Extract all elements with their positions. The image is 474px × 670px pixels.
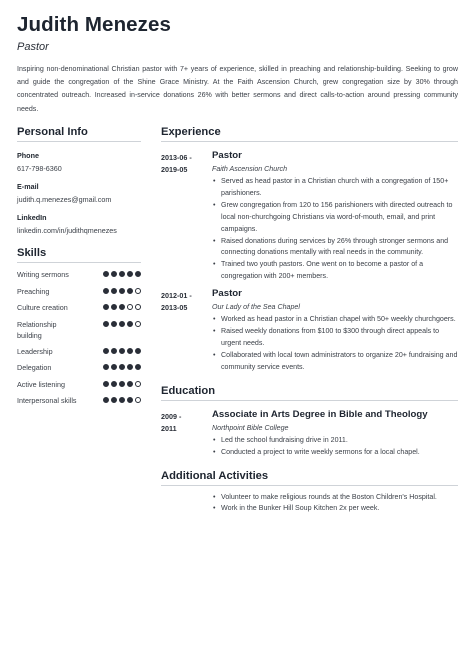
skill-rating [103,397,141,403]
entry-organization: Northpoint Bible College [212,423,289,432]
rating-dot-empty [135,321,141,327]
rating-dot-filled [119,348,125,354]
rating-dot-filled [119,364,125,370]
rating-dot-empty [135,304,141,310]
bullet-item: • Raised weekly donations from $100 to $300 through direct appeals to urgent needs. [212,326,458,350]
entry-organization: Our Lady of the Sea Chapel [212,303,300,312]
rating-dot-filled [103,304,109,310]
bullet-item: • Trained two youth pastors. One went on to become a pastor of a congregation with 200+ members. [212,259,458,283]
rating-dot-filled [111,321,117,327]
candidate-name: Judith Menezes [17,13,172,36]
rating-dot-filled [103,288,109,294]
rating-dot-empty [135,288,141,294]
rating-dot-filled [111,348,117,354]
skills-list [17,264,141,407]
entry-title: Pastor [212,150,242,161]
entry-start-date: 2013-06 - [161,153,192,162]
entry-bullets [212,435,458,459]
skill-rating [103,271,141,277]
rating-dot-filled [119,397,125,403]
skill-rating [103,348,141,354]
rating-dot-filled [119,288,125,294]
rating-dot-filled [135,364,141,370]
entry-organization: Faith Ascension Church [212,165,288,173]
rating-dot-empty [127,304,133,310]
entry-title: Pastor [212,288,242,300]
entry-end-date: 2013-05 [161,303,188,313]
rating-dot-filled [135,271,141,277]
phone-label: Phone [17,151,39,160]
skill-rating [103,288,141,294]
skill-row [17,374,141,391]
bullet-item: • Collaborated with local town administrators to organize 20+ fundraising and community service events. [212,350,458,374]
entry-dates [161,411,205,435]
entry-bullets [212,314,458,374]
skill-name: Writing sermons [17,270,69,279]
entry-start-date: 2012-01 - [161,291,192,301]
skill-name: Relationship building [17,319,57,340]
skill-name: Active listening [17,379,65,389]
experience-entry [161,288,458,374]
entry-start-date: 2009 - [161,411,182,421]
skill-rating [103,321,141,327]
bullet-item: • Work in the Bunker Hill Soup Kitchen 2x per week. [212,503,458,515]
rating-dot-empty [135,381,141,387]
left-column [17,126,141,407]
rating-dot-filled [127,271,133,277]
entry-bullets [212,176,458,283]
skill-row [17,297,141,314]
linkedin-label: LinkedIn [17,213,47,222]
skill-name: Culture creation [17,303,68,312]
rating-dot-filled [127,397,133,403]
skill-row [17,341,141,358]
entry-bullets [212,492,458,516]
rating-dot-filled [111,397,117,403]
job-title: Pastor [17,41,49,53]
right-column [161,126,458,515]
bullet-item: • Conducted a project to write weekly sermons for a local chapel. [212,447,458,459]
rating-dot-filled [103,348,109,354]
rating-dot-filled [127,364,133,370]
skill-name: Preaching [17,286,50,296]
rating-dot-empty [135,397,141,403]
linkedin-value: linkedin.com/in/judithqmenezes [17,226,117,235]
bullet-item: • Volunteer to make religious rounds at the Boston Children's Hospital. [212,492,458,504]
skill-name: Interpersonal skills [17,396,77,405]
skill-rating [103,304,141,310]
activities-heading: Additional Activities [161,470,458,486]
rating-dot-filled [119,304,125,310]
skill-name: Leadership [17,346,53,356]
rating-dot-filled [135,348,141,354]
entry-dates [161,290,205,314]
skill-rating [103,364,141,370]
education-entry [161,409,458,459]
rating-dot-filled [111,381,117,387]
entry-end-date: 2019-05 [161,165,188,174]
rating-dot-filled [111,364,117,370]
rating-dot-filled [111,271,117,277]
skill-row [17,314,141,341]
rating-dot-filled [103,321,109,327]
experience-heading: Experience [161,126,458,142]
rating-dot-filled [103,364,109,370]
rating-dot-filled [119,381,125,387]
rating-dot-filled [127,321,133,327]
skills-heading: Skills [17,247,141,263]
skill-name: Delegation [17,363,52,372]
rating-dot-filled [127,348,133,354]
bullet-item: • Grew congregation from 120 to 156 parishioners with directed outreach to local non-churchgoing Christians via word-of-mouth, email, and print campaigns. [212,200,458,236]
entry-end-date: 2011 [161,423,177,433]
rating-dot-filled [127,381,133,387]
summary-paragraph: Inspiring non-denominational Christian pastor with 7+ years of experience, skilled in preaching and relationship-building. Seeking to grow and guide the congregation of the Shine Grace Ministry. At the Faith Ascension Church, grew congregation size by 30% through concentrated outreach. Increased in-service donations 26% with better sermons and direct calls-to-action around pressing community needs. [17,65,458,113]
skill-row [17,281,141,298]
rating-dot-filled [103,397,109,403]
skill-rating [103,381,141,387]
education-heading: Education [161,385,458,401]
rating-dot-filled [111,288,117,294]
rating-dot-filled [127,288,133,294]
bullet-item: • Led the school fundraising drive in 2011. [212,435,458,447]
rating-dot-filled [119,321,125,327]
bullet-item: • Raised donations during services by 26% through stronger sermons and connecting donations mentally with real needs in the community. [212,236,458,260]
experience-entry [161,150,458,283]
skill-row [17,264,141,281]
activities-entry [161,492,458,516]
entry-title: Associate in Arts Degree in Bible and Theology [212,408,428,420]
email-label: E-mail [17,182,39,191]
rating-dot-filled [119,271,125,277]
email-value: judith.q.menezes@gmail.com [17,195,112,204]
rating-dot-filled [111,304,117,310]
bullet-item: • Served as head pastor in a Christian church with a congregation of 150+ parishioners. [212,176,458,200]
bullet-item: • Worked as head pastor in a Christian chapel with 50+ weekly churchgoers. [212,314,458,326]
rating-dot-filled [103,271,109,277]
skill-row [17,357,141,374]
rating-dot-filled [103,381,109,387]
personal-info-heading: Personal Info [17,126,141,142]
skill-row [17,390,141,407]
phone-value: 617-798-6360 [17,164,62,173]
entry-dates [161,152,205,176]
